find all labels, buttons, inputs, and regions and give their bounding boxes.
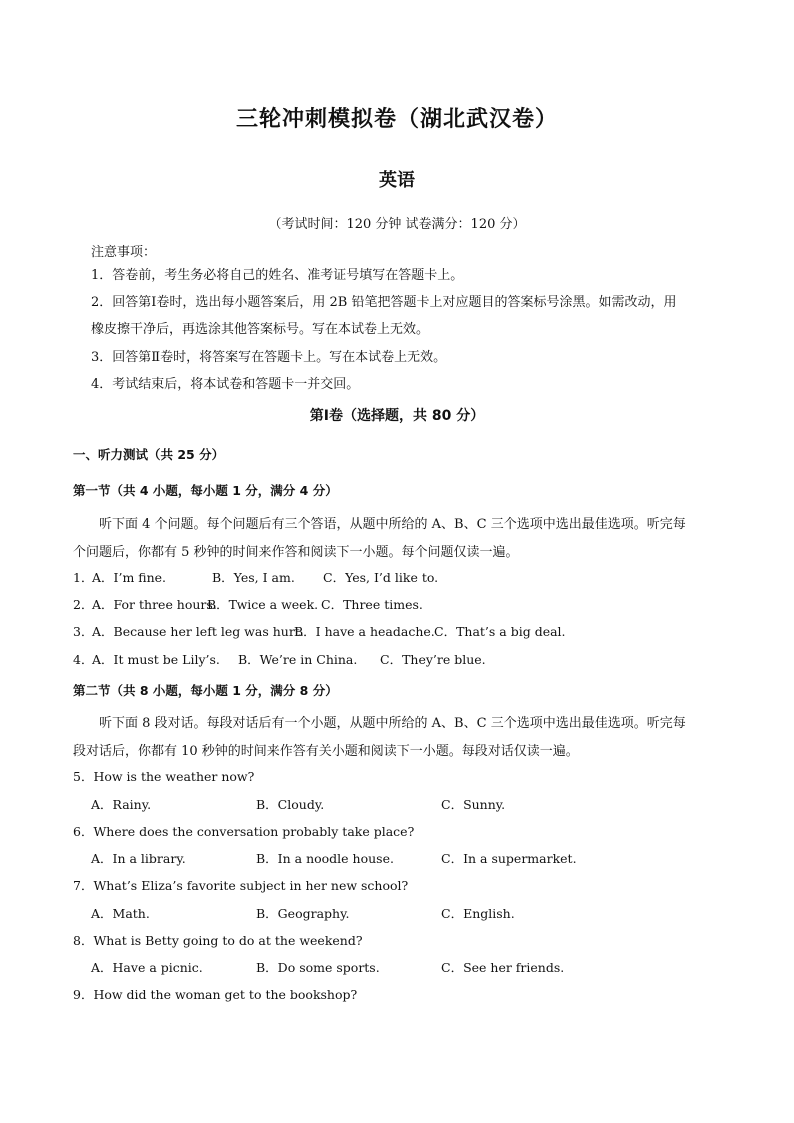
notice-item: 2．回答第Ⅰ卷时，选出每小题答案后，用 2B 铅笔把答题卡上对应题目的答案标号涂黑。如需改动，用 [91,295,677,310]
option-b: B．Yes, I am. [212,570,295,585]
sub1-instruction: 个问题后，你都有 5 秒钟的时间来作答和阅读下一小题。每个问题仅读一遍。 [73,545,519,560]
option-a: A．In a library. [91,851,186,866]
subject-title: 英语 [379,170,415,191]
option-b: B．Geography. [256,906,350,921]
option-a: A．Rainy. [91,797,152,812]
option-b: B．Twice a week. [207,597,319,612]
option-c: C．English. [441,906,515,921]
sub2-instruction: 听下面 8 段对话。每段对话后有一个小题，从题中所给的 A、B、C 三个选项中选出最佳选项。听完每 [99,716,686,731]
option-b: B．Cloudy. [256,797,325,812]
question-number: 2． [73,597,94,612]
option-b: B．In a noodle house. [256,851,394,866]
option-a: A．Because her left leg was hurt. [92,624,304,639]
question-number: 1． [73,570,94,585]
option-a: A．I’m fine. [92,570,167,585]
option-b: B．I have a headache. [294,624,435,639]
question-stem: 5．How is the weather now? [73,769,255,784]
option-c: C．Three times. [321,597,423,612]
notice-item: 1．答卷前，考生务必将自己的姓名、准考证号填写在答题卡上。 [91,268,464,283]
question-stem: 8．What is Betty going to do at the weekend? [73,933,363,948]
option-c: C．Yes, I’d like to. [323,570,439,585]
notice-item: 4．考试结束后，将本试卷和答题卡一并交回。 [91,377,360,392]
part1-title: 第Ⅰ卷（选择题，共 80 分） [309,408,485,424]
option-c: C．In a supermarket. [441,851,577,866]
notice-item: 3．回答第Ⅱ卷时，将答案写在答题卡上。写在本试卷上无效。 [91,350,447,365]
notice-heading: 注意事项： [91,245,157,260]
section1-title: 一、听力测试（共 25 分） [73,447,225,462]
option-a: A．For three hours. [92,597,217,612]
question-number: 4． [73,652,94,667]
option-c: C．See her friends. [441,960,565,975]
option-b: B．Do some sports. [256,960,380,975]
question-stem: 7．What’s Eliza’s favorite subject in her new school? [73,878,409,893]
option-a: A．It must be Lily’s. [92,652,220,667]
option-c: C．That’s a big deal. [434,624,566,639]
notice-item: 橡皮擦干净后，再选涂其他答案标号。写在本试卷上无效。 [91,322,430,337]
option-a: A．Math. [91,906,150,921]
option-c: C．Sunny. [441,797,506,812]
sub2-title: 第二节（共 8 小题，每小题 1 分，满分 8 分） [73,683,338,698]
option-b: B．We’re in China. [238,652,358,667]
question-number: 3． [73,624,94,639]
sub2-instruction: 段对话后，你都有 10 秒钟的时间来作答有关小题和阅读下一小题。每段对话仅读一遍。 [73,744,579,759]
page-title: 三轮冲刺模拟卷（湖北武汉卷） [235,107,558,132]
question-stem: 6．Where does the conversation probably take place? [73,824,415,839]
sub1-title: 第一节（共 4 小题，每小题 1 分，满分 4 分） [73,483,338,498]
question-stem: 9．How did the woman get to the bookshop? [73,987,358,1002]
sub1-instruction: 听下面 4 个问题。每个问题后有三个答语，从题中所给的 A、B、C 三个选项中选出最佳选项。听完每 [99,517,686,532]
option-c: C．They’re blue. [380,652,486,667]
exam-info: （考试时间：120 分钟 试卷满分：120 分） [268,217,526,232]
option-a: A．Have a picnic. [91,960,203,975]
